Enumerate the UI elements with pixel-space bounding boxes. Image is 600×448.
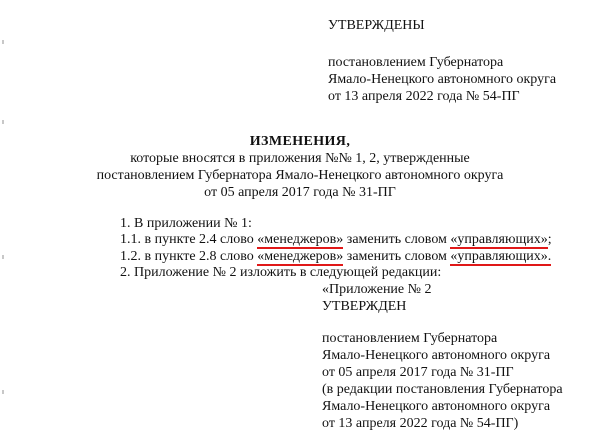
item-1-1 (120, 231, 552, 248)
item-1-2-middle: заменить словом (343, 249, 451, 264)
approval-heading: УТВЕРЖДЕНЫ (328, 18, 425, 33)
changes-line-3: от 05 апреля 2017 года № 31-ПГ (204, 185, 396, 200)
item-1-1-prefix: 1.1. в пункте 2.4 слово (120, 232, 258, 247)
item-1-2 (120, 248, 551, 265)
changes-line-2: постановлением Губернатора Ямало-Ненецкого автономного округа (96, 168, 504, 183)
approval-line-1: постановлением Губернатора (328, 55, 504, 70)
item-1-1-suffix: ; (547, 232, 552, 247)
appendix-line-6: Ямало-Ненецкого автономного округа (322, 399, 551, 414)
scan-edge-mark (2, 40, 4, 44)
appendix-line-5: (в редакции постановления Губернатора (322, 382, 563, 397)
underlined-new-word: «управляющих» (450, 232, 548, 247)
appendix-line-2: постановлением Губернатора (322, 331, 498, 346)
underlined-old-word: «менеджеров» (257, 249, 344, 264)
appendix-line-4: от 05 апреля 2017 года № 31-ПГ (322, 365, 514, 380)
appendix-line-3: Ямало-Ненецкого автономного округа (322, 348, 551, 363)
appendix-line-7: от 13 апреля 2022 года № 54-ПГ) (322, 416, 519, 431)
item-2: 2. Приложение № 2 изложить в следующей редакции: (120, 265, 442, 280)
appendix-line-1: «Приложение № 2 (322, 282, 432, 297)
item-1-2-prefix: 1.2. в пункте 2.8 слово (120, 249, 258, 264)
underlined-old-word: «менеджеров» (257, 232, 344, 247)
approval-line-2: Ямало-Ненецкого автономного округа (328, 72, 557, 87)
scan-edge-mark (2, 390, 4, 394)
item-1-1-middle: заменить словом (343, 232, 451, 247)
scan-edge-mark (2, 120, 4, 124)
changes-line-1: которые вносятся в приложения №№ 1, 2, утвержденные (130, 151, 470, 166)
item-1: 1. В приложении № 1: (120, 216, 252, 231)
scan-edge-mark (2, 255, 4, 259)
underlined-new-word: «управляющих». (450, 249, 552, 264)
appendix-heading: УТВЕРЖДЕН (322, 299, 407, 314)
approval-line-3: от 13 апреля 2022 года № 54-ПГ (328, 89, 520, 104)
changes-title: ИЗМЕНЕНИЯ, (249, 134, 351, 149)
